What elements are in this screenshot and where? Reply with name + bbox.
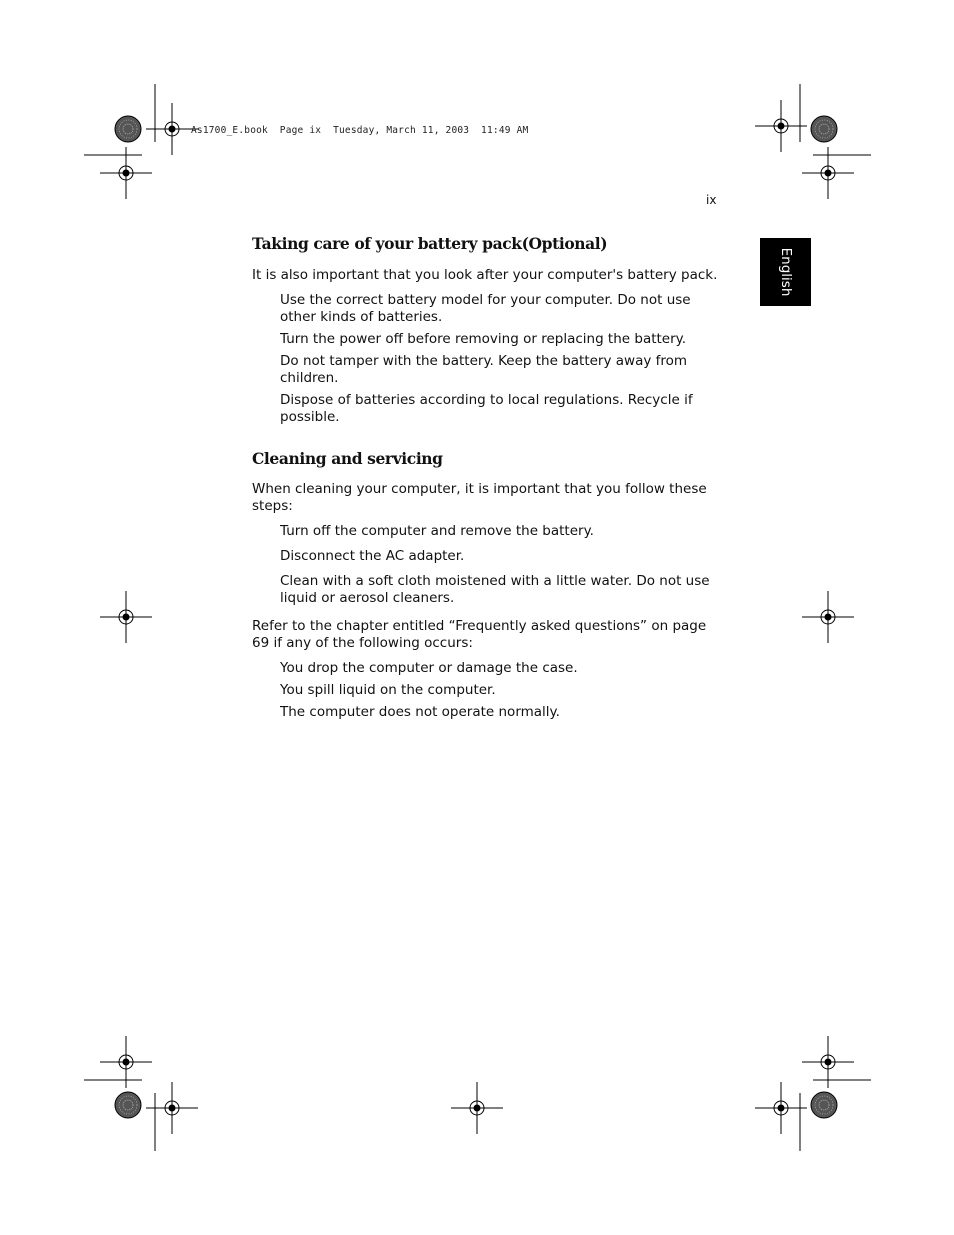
list-item: Do not tamper with the battery. Keep the battery away from children. <box>280 353 688 386</box>
list-item: Disconnect the AC adapter. <box>280 548 465 564</box>
section-intro: It is also important that you look after your computer's battery pack. <box>252 267 718 283</box>
registration-crosshair-icon <box>755 1082 807 1134</box>
color-star-mark-icon <box>811 116 837 142</box>
registration-crosshair-icon <box>146 1082 198 1134</box>
registration-crosshair-icon <box>100 591 152 643</box>
list-item: Turn the power off before removing or replacing the battery. <box>280 331 687 347</box>
color-star-mark-icon <box>811 1092 837 1118</box>
list-item: Clean with a soft cloth moistened with a little water. Do not use liquid or aerosol cleaners. <box>280 573 710 606</box>
registration-crosshair-icon <box>802 591 854 643</box>
section-title: Taking care of your battery pack(Optional) <box>252 234 608 253</box>
list-item: Dispose of batteries according to local regulations. Recycle if possible. <box>280 392 693 425</box>
list-item: Turn off the computer and remove the battery. <box>280 523 594 539</box>
print-slug: As1700_E.book Page ix Tuesday, March 11, 2003 11:49 AM <box>191 125 529 136</box>
color-star-mark-icon <box>115 1092 141 1118</box>
list-item: The computer does not operate normally. <box>280 704 560 720</box>
registration-crosshair-icon <box>755 100 807 152</box>
side-tab-label: English <box>777 247 794 297</box>
list-item: You spill liquid on the computer. <box>280 682 496 698</box>
list-item: You drop the computer or damage the case. <box>280 660 578 676</box>
color-star-mark-icon <box>115 116 141 142</box>
section-title: Cleaning and servicing <box>252 449 443 468</box>
list-item: Use the correct battery model for your computer. Do not use other kinds of batteries. <box>280 292 691 325</box>
page-number: ix <box>706 193 717 207</box>
language-side-tab <box>760 238 811 306</box>
section-intro: When cleaning your computer, it is important that you follow these steps: <box>252 481 707 514</box>
section-paragraph: Refer to the chapter entitled “Frequently asked questions” on page 69 if any of the following occurs: <box>252 618 707 651</box>
registration-crosshair-icon <box>451 1082 503 1134</box>
